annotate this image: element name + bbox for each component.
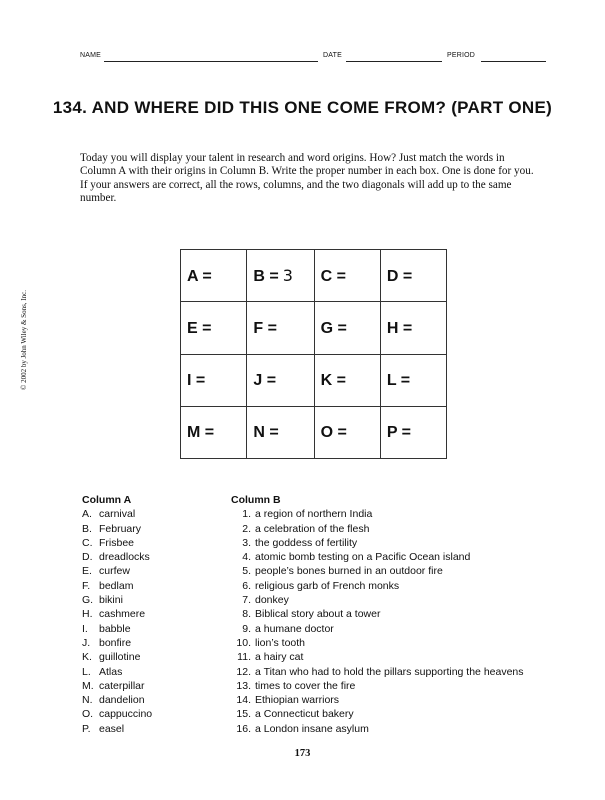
column-b-item (231, 536, 561, 550)
grid-cell[interactable] (247, 354, 314, 406)
grid-row (181, 250, 447, 302)
column-a (82, 493, 222, 736)
copyright-notice: © 2002 by John Wiley & Sons, Inc. (20, 290, 28, 390)
item-word: guillotine (99, 651, 141, 664)
grid-cell-label: M = (187, 424, 215, 442)
column-b-item (231, 636, 561, 650)
item-origin: the goddess of fertility (255, 536, 358, 549)
column-a-item (82, 622, 222, 636)
grid-cell-label: J = (253, 372, 277, 390)
item-letter: E. (82, 565, 92, 578)
item-letter: K. (82, 651, 92, 664)
item-word: easel (99, 722, 125, 735)
item-word: bonfire (99, 636, 132, 649)
item-letter: L. (82, 665, 91, 678)
grid-cell-label: E = (187, 319, 212, 337)
grid-cell[interactable] (181, 406, 247, 458)
item-number: 14. (236, 694, 251, 707)
grid-cell-label: F = (253, 319, 277, 337)
item-origin: religious garb of French monks (255, 579, 400, 592)
item-number: 7. (242, 594, 251, 607)
item-number: 16. (236, 722, 251, 735)
grid-cell[interactable] (181, 302, 247, 354)
name-label: NAME (80, 52, 102, 59)
item-word: carnival (99, 508, 136, 521)
item-origin: Ethiopian warriors (255, 694, 340, 707)
item-origin: a Connecticut bakery (255, 708, 354, 721)
grid-cell[interactable] (314, 302, 380, 354)
grid-cell-label: H = (386, 319, 413, 337)
instructions-paragraph: Today you will display your talent in research and word origins. How? Just match the words in Column A with their origins in Column B. Write the proper number in each box. One is done for you. If your answers are correct, all the rows, columns, and the two diagonals will add up to the same number. (80, 152, 534, 204)
grid-cell[interactable] (380, 354, 446, 406)
item-origin: lion’s tooth (255, 636, 306, 649)
grid-cell[interactable] (314, 354, 380, 406)
grid-cell[interactable] (247, 250, 314, 302)
column-a-item (82, 650, 222, 664)
item-letter: P. (82, 722, 91, 735)
column-b-heading: Column B (231, 494, 281, 506)
item-number: 1. (242, 508, 251, 521)
grid-cell-label: P = (386, 424, 412, 442)
item-letter: A. (82, 508, 92, 521)
grid-cell[interactable] (247, 406, 314, 458)
grid-cell-label: K = (320, 372, 346, 390)
item-word: cappuccino (99, 708, 153, 721)
column-b-item (231, 722, 561, 736)
column-b (231, 493, 561, 736)
column-b-item (231, 622, 561, 636)
item-origin: times to cover the fire (255, 679, 356, 692)
grid-cell-label: N = (253, 424, 279, 442)
item-origin: a hairy cat (255, 651, 304, 664)
item-letter: M. (82, 679, 94, 692)
column-b-item (231, 579, 561, 593)
item-word: babble (99, 622, 131, 635)
grid-cell[interactable] (314, 250, 380, 302)
item-number: 3. (242, 536, 251, 549)
grid-cell[interactable] (181, 354, 247, 406)
column-a-item (82, 693, 222, 707)
column-b-item (231, 693, 561, 707)
grid-cell[interactable] (380, 250, 446, 302)
column-a-item (82, 564, 222, 578)
column-a-item (82, 707, 222, 721)
item-number: 11. (237, 651, 251, 664)
date-field[interactable] (346, 61, 442, 62)
column-b-item (231, 679, 561, 693)
column-a-heading: Column A (82, 494, 132, 506)
grid-cell-label: O = (320, 424, 347, 442)
item-number: 5. (242, 565, 251, 578)
item-number: 6. (242, 579, 251, 592)
item-letter: F. (82, 579, 91, 592)
item-letter: N. (82, 694, 93, 707)
item-word: Frisbee (99, 536, 135, 549)
item-number: 4. (242, 551, 251, 564)
item-origin: people’s bones burned in an outdoor fire (255, 565, 443, 578)
column-b-item (231, 593, 561, 607)
grid-cell-label: I = (187, 372, 206, 390)
item-letter: B. (82, 522, 92, 535)
magic-square-grid (180, 249, 447, 459)
column-b-item (231, 564, 561, 578)
item-letter: C. (82, 536, 93, 549)
grid-cell-answer[interactable]: 3 (282, 265, 293, 285)
item-origin: a Titan who had to hold the pillars supporting the heavens (255, 665, 524, 678)
grid-cell-label: D = (386, 267, 413, 285)
item-origin: Biblical story about a tower (255, 608, 381, 621)
column-b-item (231, 550, 561, 564)
item-origin: a celebration of the flesh (255, 522, 370, 535)
item-letter: G. (82, 594, 94, 607)
column-a-item (82, 550, 222, 564)
item-number: 2. (242, 522, 251, 535)
item-word: dandelion (99, 694, 145, 707)
grid-row (181, 302, 447, 354)
grid-cell[interactable] (380, 406, 446, 458)
grid-row (181, 354, 447, 406)
item-number: 10. (236, 636, 251, 649)
period-label: PERIOD (447, 52, 476, 59)
column-b-item (231, 522, 561, 536)
grid-cell-label: C = (320, 267, 346, 285)
column-a-item (82, 607, 222, 621)
column-a-item (82, 593, 222, 607)
grid-cell-label: G = (320, 319, 347, 337)
column-a-item (82, 722, 222, 736)
item-letter: H. (82, 608, 93, 621)
item-origin: atomic bomb testing on a Pacific Ocean island (255, 551, 471, 564)
item-word: curfew (99, 565, 130, 578)
column-a-item (82, 665, 222, 679)
item-letter: O. (82, 708, 94, 721)
column-a-item (82, 679, 222, 693)
item-word: cashmere (99, 608, 146, 621)
column-a-item (82, 536, 222, 550)
grid-cell[interactable] (247, 302, 314, 354)
item-number: 12. (236, 665, 251, 678)
column-b-item (231, 607, 561, 621)
item-word: caterpillar (99, 679, 145, 692)
column-b-item (231, 507, 561, 521)
column-a-item (82, 579, 222, 593)
column-a-item (82, 522, 222, 536)
grid-cell-label: A = (187, 267, 212, 285)
grid-row (181, 406, 447, 458)
item-letter: I. (82, 622, 88, 635)
column-b-item (231, 665, 561, 679)
date-label: DATE (323, 52, 342, 59)
grid-cell[interactable] (314, 406, 380, 458)
column-b-item (231, 707, 561, 721)
grid-cell-label: B = (253, 267, 279, 285)
item-origin: donkey (255, 594, 289, 607)
item-number: 15. (236, 708, 251, 721)
page-title: 134. AND WHERE DID THIS ONE COME FROM? (PART ONE) (52, 98, 553, 117)
item-word: bedlam (99, 579, 134, 592)
grid-cell[interactable] (380, 302, 446, 354)
item-origin: a region of northern India (255, 508, 373, 521)
column-a-item (82, 636, 222, 650)
column-a-item (82, 507, 222, 521)
item-number: 13. (236, 679, 251, 692)
item-word: dreadlocks (99, 551, 150, 564)
page-number: 173 (294, 748, 311, 759)
period-field[interactable] (481, 61, 546, 62)
item-number: 8. (242, 608, 251, 621)
column-b-item (231, 650, 561, 664)
item-letter: D. (82, 551, 93, 564)
item-origin: a London insane asylum (255, 722, 369, 735)
grid-cell[interactable] (181, 250, 247, 302)
item-word: Atlas (99, 665, 123, 678)
item-letter: J. (82, 636, 91, 649)
item-word: bikini (99, 594, 123, 607)
item-number: 9. (242, 622, 251, 635)
grid-cell-label: L = (386, 372, 411, 390)
item-word: February (99, 522, 142, 535)
item-origin: a humane doctor (255, 622, 334, 635)
name-field[interactable] (104, 61, 318, 62)
